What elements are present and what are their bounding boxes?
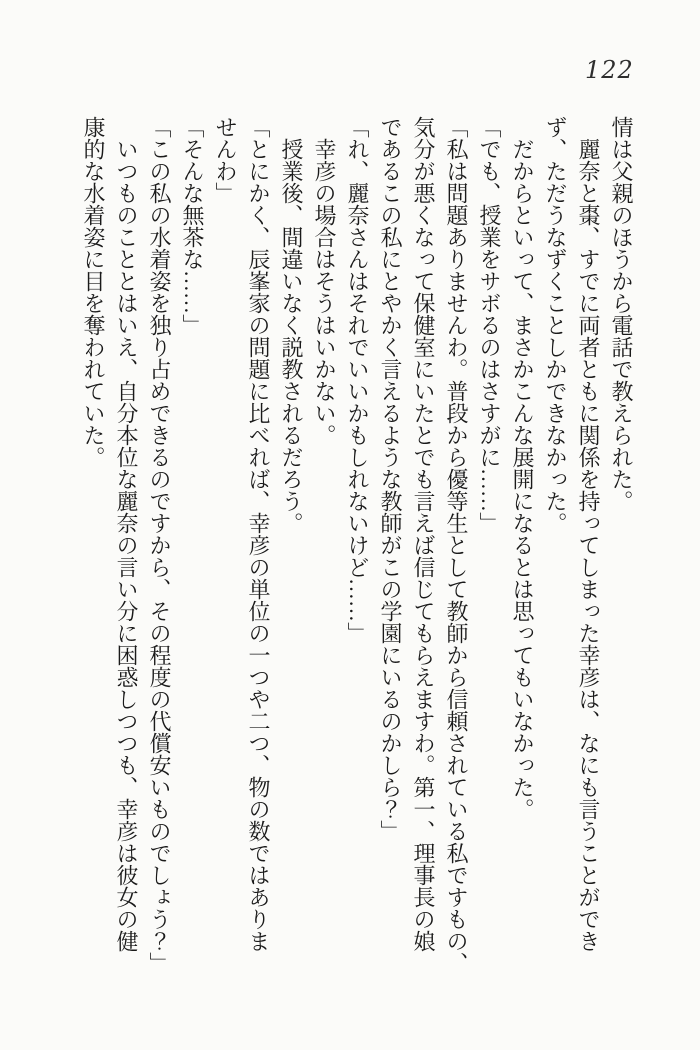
- text-line: 気分が悪くなって保健室にいたとでも言えば信じてもらえますわ。第一、理事長の娘: [411, 116, 436, 952]
- text-line: せんわ」: [213, 116, 238, 204]
- text-line: 康的な水着姿に目を奪われていた。: [81, 116, 106, 468]
- text-line: 「とにかく、辰峯家の問題に比べれば、幸彦の単位の一つや二つ、物の数ではありま: [246, 116, 271, 952]
- text-line: 「でも、授業をサボるのはさすがに……」: [477, 116, 502, 534]
- text-line: 授業後、間違いなく説教されるだろう。: [279, 116, 304, 534]
- text-line: いつものこととはいえ、自分本位な麗奈の言い分に困惑しつつも、幸彦は彼女の健: [114, 116, 139, 952]
- text-line: であるこの私にとやかく言えるような教師がこの学園にいるのかしら？」: [378, 116, 403, 842]
- text-line: 「そんな無茶な……」: [180, 116, 205, 336]
- text-line: だからといって、まさかこんな展開になるとは思ってもいなかった。: [510, 116, 535, 820]
- vertical-text-block: [77, 116, 638, 990]
- page-number: 122: [585, 56, 634, 84]
- text-line: 麗奈と棗、すでに両者ともに関係を持ってしまった幸彦は、なにも言うことができ: [576, 116, 601, 952]
- text-line: 「私は問題ありませんわ。普段から優等生として教師から信頼されている私ですもの、: [444, 116, 469, 974]
- text-line: 「れ、麗奈さんはそれでいいかもしれないけど……」: [345, 116, 370, 644]
- text-line: 「この私の水着姿を独り占めできるのですから、その程度の代償安いものでしょう？」: [147, 116, 172, 974]
- text-line: ず、ただうなずくことしかできなかった。: [543, 116, 568, 534]
- text-line: 幸彦の場合はそうはいかない。: [312, 116, 337, 446]
- text-line: 情は父親のほうから電話で教えられた。: [609, 116, 634, 512]
